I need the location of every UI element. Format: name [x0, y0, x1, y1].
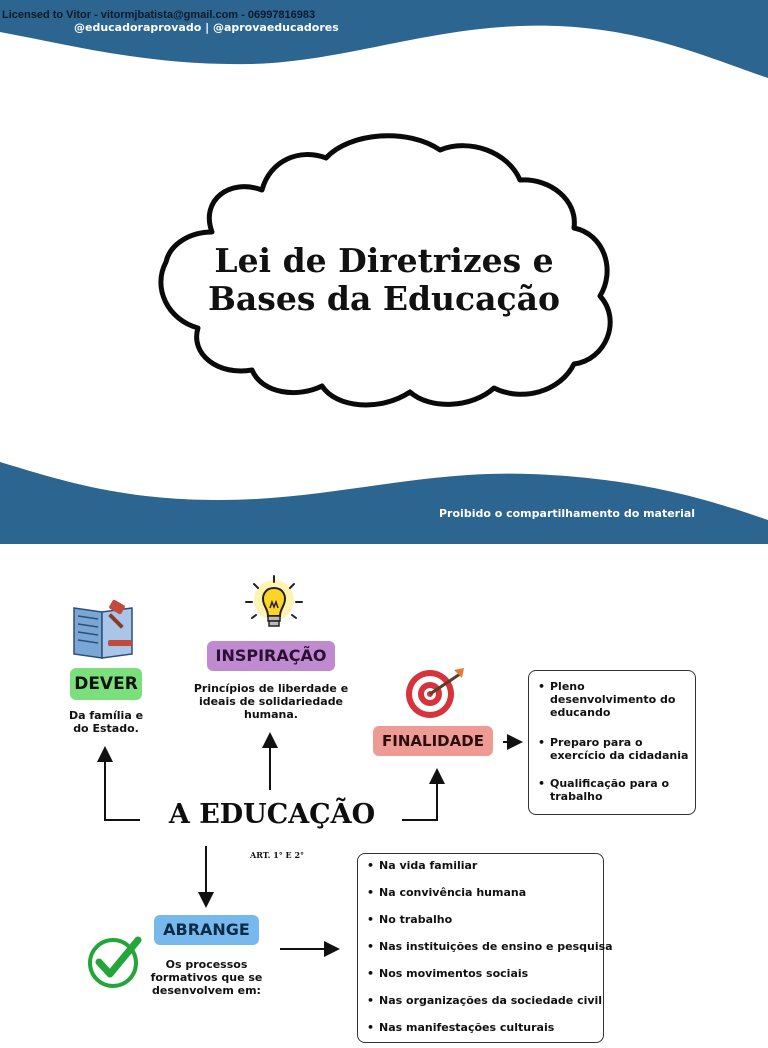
- license-notice: Licensed to Vitor - vitormjbatista@gmail.com - 06997816983: [2, 9, 316, 21]
- social-handles: @educadoraprovado | @aprovaeducadores: [74, 21, 339, 34]
- inspiracao-description: Princípios de liberdade e ideais de solidariedade humana.: [193, 682, 349, 721]
- abrange-description: Os processos formativos que se desenvolvem em:: [150, 958, 263, 997]
- light-bulb-icon: [244, 574, 304, 636]
- list-item: • Preparo para o exercício da cidadania: [550, 736, 692, 762]
- bottom-wave: [0, 462, 768, 544]
- sharing-prohibited-notice: Proibido o compartilhamento do material: [439, 507, 696, 520]
- target-dart-icon: [404, 666, 466, 720]
- mindmap-page: [0, 544, 768, 1034]
- abrange-list: [379, 859, 613, 1048]
- list-item: • Na vida familiar: [379, 859, 605, 886]
- arrow-to-finalidade: [402, 776, 437, 820]
- arrow-to-dever: [105, 754, 140, 820]
- list-item: • Qualificação para o trabalho: [550, 777, 692, 803]
- inspiracao-tag: INSPIRAÇÃO: [207, 641, 335, 671]
- list-item: • Nos movimentos sociais: [379, 967, 605, 994]
- finalidade-list-box: [528, 670, 696, 815]
- law-book-gavel-icon: [70, 600, 140, 660]
- finalidade-list: [550, 680, 692, 820]
- finalidade-tag: FINALIDADE: [373, 726, 493, 756]
- cover-title-line2: Bases da Educação: [207, 279, 561, 318]
- list-item: • Nas instituições de ensino e pesquisa: [379, 940, 605, 967]
- center-title: A EDUCAÇÃO: [168, 799, 376, 830]
- check-circle-icon: [86, 932, 144, 990]
- abrange-list-box: [357, 853, 613, 1043]
- abrange-tag: ABRANGE: [154, 915, 259, 945]
- dever-description: Da família e do Estado.: [68, 709, 144, 735]
- list-item: • Nas organizações da sociedade civil: [379, 994, 605, 1021]
- dever-tag: DEVER: [70, 668, 142, 700]
- list-item: • No trabalho: [379, 913, 605, 940]
- list-item: • Pleno desenvolvimento do educando: [550, 680, 692, 719]
- list-item: • Na convivência humana: [379, 886, 605, 913]
- article-reference: ART. 1° E 2°: [250, 850, 305, 860]
- list-item: • Nas manifestações culturais: [379, 1021, 605, 1048]
- cover-title-line1: Lei de Diretrizes e: [214, 241, 554, 280]
- cover-title: [180, 242, 588, 318]
